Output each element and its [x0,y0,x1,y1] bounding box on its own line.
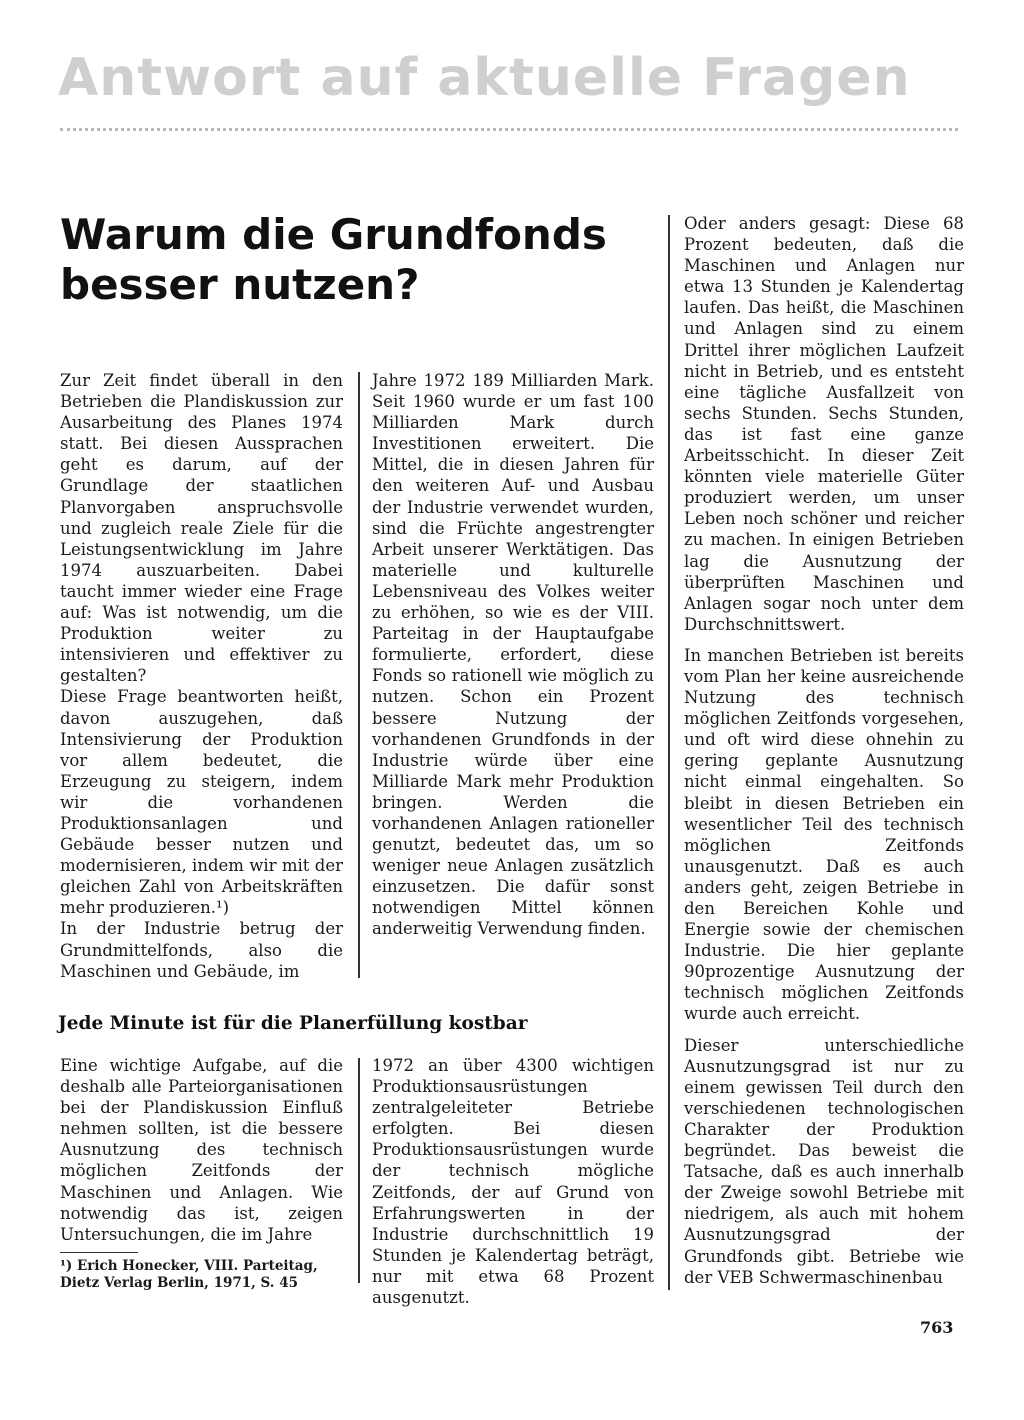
paragraph: Diese Frage beantworten heißt, davon auszugehen, daß Intensivierung der Produktion vor allem bedeutet, die Erzeugung zu steigern, indem wir die vorhandenen Produktionsanlagen und Gebäude besser nutzen und modernisieren, indem wir mit der gleichen Zahl von Arbeitskräften mehr produzieren.¹) [60,687,343,918]
paragraph: Zur Zeit findet überall in den Betrieben die Plandiskussion zur Ausarbeitung des Planes 1974 statt. Bei diesen Aussprachen geht es darum, auf der Grundlage der staatlichen Planvorgaben anspruchsvolle und zugleich reale Ziele für die Leistungsentwicklung im Jahre 1974 auszuarbeiten. Dabei taucht immer wieder eine Frage auf: Was ist notwendig, um die Produktion weiter zu intensivieren und effektiver zu gestalten? [60,371,343,686]
headline-line-2: besser nutzen? [60,260,420,309]
paragraph: Oder anders gesagt: Diese 68 Prozent bedeuten, daß die Maschinen und Anlagen nur etwa 13 Stunden je Kalendertag laufen. Das heißt, die Maschinen und Anlagen sind zu einem Drittel ihrer möglichen Laufzeit nicht in Betrieb, und es entsteht eine tägliche Ausfallzeit von sechs Stunden. Sechs Stunden, das ist fast eine ganze Arbeitsschicht. In dieser Zeit könnten viele materielle Güter produziert werden, um unser Leben noch schöner und reicher zu machen. In einigen Betrieben lag die Ausnutzung der überprüften Maschinen und Anlagen sogar noch unter dem Durchschnittswert. [684,214,964,634]
article2-column-2 [372,1055,654,1308]
column-divider [358,1058,360,1283]
paragraph: Dieser unterschiedliche Ausnutzungsgrad ist nur zu einem gewissen Teil durch den verschiedenen technologischen Charakter der Produktion begründet. Das beweist die Tatsache, daß es auch innerhalb der Zweige sowohl Betriebe mit niedrigem, als auch mit hohem Ausnutzungsgrad der Grundfonds gibt. Betriebe wie der VEB Schwermaschinenbau [684,1035,964,1287]
column-3 [684,213,964,1288]
article1-column-1 [60,370,343,982]
headline [60,210,650,310]
paragraph: 1972 an über 4300 wichtigen Produktionsausrüstungen zentralgeleiteter Betriebe erfolgten. Bei diesen Produktionsausrüstungen wurde der technisch mögliche Zeitfonds, der auf Grund von Erfahrungswerten in der Industrie durchschnittlich 19 Stunden je Kalendertag beträgt, nur mit etwa 68 Prozent ausgenutzt. [372,1056,654,1308]
paragraph: In der Industrie betrug der Grundmittelfonds, also die Maschinen und Gebäude, im [60,919,343,981]
column-divider [668,215,670,1290]
paragraph: In manchen Betrieben ist bereits vom Plan her keine ausreichende Nutzung des technisch möglichen Zeitfonds vorgesehen, und oft wird diese ohnehin zu gering geplante Ausnutzung nicht einmal eingehalten. So bleibt in diesen Betrieben ein wesentlicher Teil des technisch möglichen Zeitfonds unausgenutzt. Daß es auch anders geht, zeigen Betriebe in den Bereichen Kohle und Energie sowie der chemischen Industrie. Die hier geplante 90prozentige Ausnutzung der technisch möglichen Zeitfonds wurde auch erreicht. [684,645,964,1024]
header-divider [60,128,958,131]
page-number: 763 [920,1318,954,1337]
column-divider [358,372,360,978]
article2-column-1 [60,1055,343,1245]
footnote-rule [60,1252,138,1253]
article1-column-2 [372,370,654,940]
paragraph: Eine wichtige Aufgabe, auf die deshalb alle Parteiorganisationen bei der Plandiskussion Einfluß nehmen sollten, ist die bessere Ausnutzung des technisch möglichen Zeitfonds der Maschinen und Anlagen. Wie notwendig das ist, zeigen Untersuchungen, die im Jahre [60,1056,343,1244]
headline-line-1: Warum die Grundfonds [60,210,607,259]
paragraph: Jahre 1972 189 Milliarden Mark. Seit 1960 wurde er um fast 100 Milliarden Mark durch Investitionen erweitert. Die Mittel, die in diesen Jahren für den weiteren Auf- und Ausbau der Industrie verwendet wurden, sind die Früchte angestrengter Arbeit unserer Werktätigen. Das materielle und kulturelle Lebensniveau des Volkes weiter zu erhöhen, so wie es der VIII. Parteitag in der Hauptaufgabe formulierte, erfordert, diese Fonds so rationell wie möglich zu nutzen. Schon ein Prozent bessere Nutzung der vorhandenen Grundfonds in der Industrie würde über eine Milliarde Mark mehr Produktion bringen. Werden die vorhandenen Anlagen rationeller genutzt, bedeutet das, um so weniger neue Anlagen zusätzlich einzusetzen. Die dafür sonst notwendigen Mittel können anderweitig Verwendung finden. [372,371,654,939]
subheading: Jede Minute ist für die Planerfüllung kostbar [58,1013,528,1034]
footnote: ¹) Erich Honecker, VIII. Parteitag, Dietz Verlag Berlin, 1971, S. 45 [60,1258,318,1291]
section-header: Antwort auf aktuelle Fragen [58,48,911,108]
